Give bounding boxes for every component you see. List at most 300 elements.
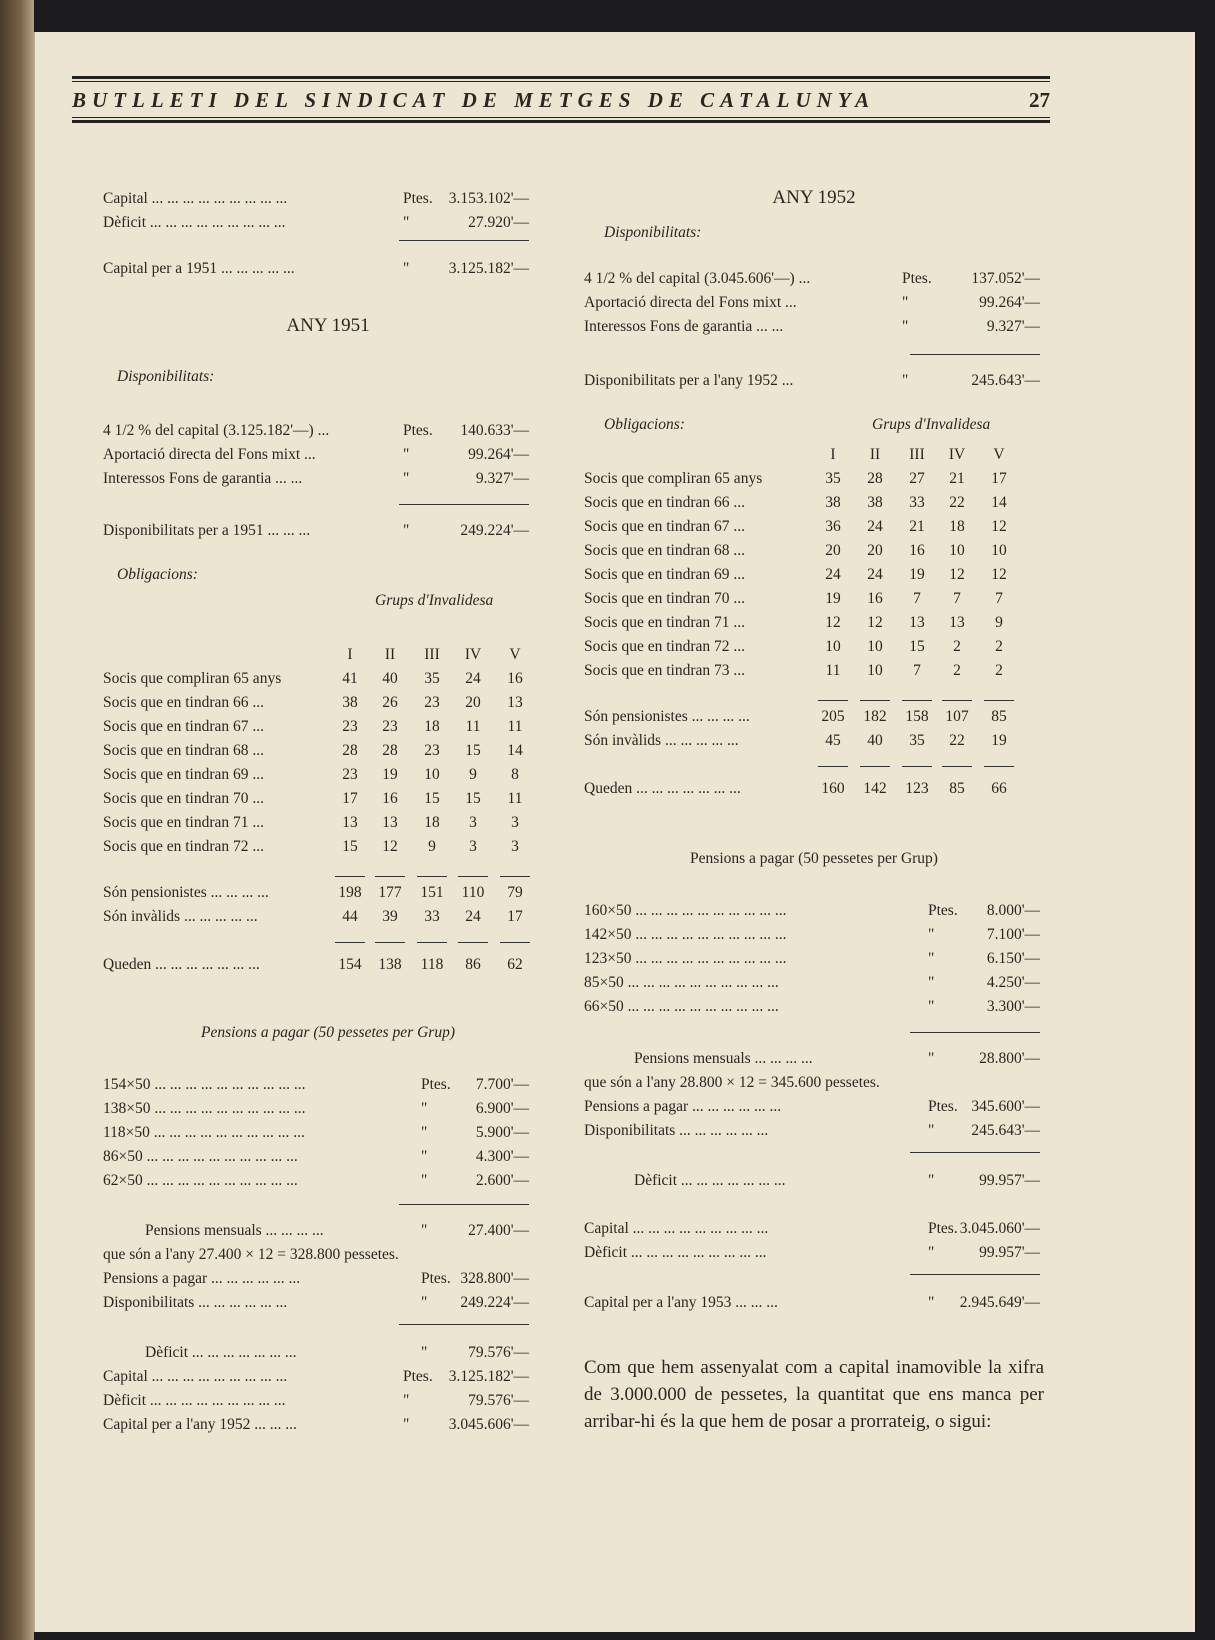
column-rule xyxy=(818,700,848,701)
currency-marker: " xyxy=(928,1172,935,1189)
annual-note: que són a l'any 28.800 × 12 = 345.600 pessetes. xyxy=(584,1074,880,1091)
row-label: 123×50 ... ... ... ... ... ... ... ... ... ... xyxy=(584,950,787,967)
cell-value: 17 xyxy=(991,470,1007,487)
column-rule xyxy=(860,700,890,701)
cell-value: 10 xyxy=(949,542,965,559)
column-header: III xyxy=(909,446,925,463)
row-amount: 345.600'— xyxy=(971,1098,1040,1115)
sum-rule xyxy=(399,1204,529,1205)
currency-marker: " xyxy=(421,1294,428,1311)
grups-row xyxy=(584,514,1044,539)
column-header: IV xyxy=(948,446,966,463)
cell-value: 23 xyxy=(342,718,358,735)
column-headers xyxy=(584,442,1044,467)
row-label: Són pensionistes ... ... ... ... xyxy=(584,708,750,725)
currency-marker: " xyxy=(928,1050,935,1067)
column-headers xyxy=(103,642,553,667)
sum-rule xyxy=(399,240,529,241)
invalids-row xyxy=(584,728,1044,753)
row-label: Dèficit ... ... ... ... ... ... ... xyxy=(634,1172,786,1189)
column-header: I xyxy=(347,646,353,663)
currency-marker: " xyxy=(928,926,935,943)
cell-value: 7 xyxy=(953,590,961,607)
row-label: 4 1/2 % del capital (3.125.182'—) ... xyxy=(103,422,330,439)
row-label: Socis que en tindran 70 ... xyxy=(103,790,265,807)
cell-value: 20 xyxy=(825,542,841,559)
column-header: II xyxy=(869,446,881,463)
page-number: 27 xyxy=(1029,88,1050,112)
pensionistes-row xyxy=(584,704,1044,729)
row-amount: 9.327'— xyxy=(986,318,1040,335)
row-label: 154×50 ... ... ... ... ... ... ... ... ... ... xyxy=(103,1076,306,1093)
row-label: Són invàlids ... ... ... ... ... xyxy=(103,908,258,925)
cell-value: 14 xyxy=(991,494,1007,511)
cell-value: 21 xyxy=(949,470,965,487)
cell-value: 3 xyxy=(469,838,477,855)
cell-value: 9 xyxy=(995,614,1003,631)
cell-value: 118 xyxy=(420,956,444,973)
cell-value: 18 xyxy=(424,814,440,831)
pension-row xyxy=(584,970,1044,995)
cell-value: 12 xyxy=(991,518,1007,535)
cell-value: 23 xyxy=(424,742,440,759)
grups-row xyxy=(103,690,553,715)
row-amount: 9.327'— xyxy=(475,470,529,487)
cell-value: 7 xyxy=(913,662,921,679)
header-rule-bottom-thin xyxy=(72,117,1050,118)
row-label: 66×50 ... ... ... ... ... ... ... ... ... ... xyxy=(584,998,779,1015)
grups-row xyxy=(103,714,553,739)
book-spine xyxy=(0,0,34,1640)
grups-row xyxy=(103,666,553,691)
row-amount: 79.576'— xyxy=(468,1392,529,1409)
sum-rule xyxy=(399,504,529,505)
row-amount: 328.800'— xyxy=(460,1270,529,1287)
row-amount: 79.576'— xyxy=(468,1344,529,1361)
cell-value: 21 xyxy=(909,518,925,535)
cell-value: 2 xyxy=(995,662,1003,679)
cell-value: 24 xyxy=(465,670,481,687)
row-label: Dèficit ... ... ... ... ... ... ... ... ... xyxy=(103,214,286,231)
row-label: Socis que en tindran 71 ... xyxy=(103,814,265,831)
currency-marker: Ptes. xyxy=(928,1220,958,1237)
cell-value: 151 xyxy=(420,884,444,901)
cell-value: 12 xyxy=(867,614,883,631)
currency-marker: " xyxy=(421,1148,428,1165)
cell-value: 39 xyxy=(382,908,398,925)
cell-value: 19 xyxy=(825,590,841,607)
sum-rule xyxy=(910,354,1040,355)
cell-value: 10 xyxy=(991,542,1007,559)
row-amount: 7.700'— xyxy=(475,1076,529,1093)
column-rule xyxy=(375,876,405,877)
row-label: Socis que en tindran 66 ... xyxy=(103,694,265,711)
cell-value: 7 xyxy=(995,590,1003,607)
currency-marker: " xyxy=(403,522,410,539)
grups-row xyxy=(103,762,553,787)
column-rule xyxy=(984,700,1014,701)
invalids-row xyxy=(103,904,553,929)
cell-value: 41 xyxy=(342,670,358,687)
cell-value: 28 xyxy=(342,742,358,759)
pension-row xyxy=(584,922,1044,947)
currency-marker: Ptes. xyxy=(928,902,958,919)
cell-value: 142 xyxy=(863,780,887,797)
cell-value: 10 xyxy=(867,638,883,655)
row-label: Capital ... ... ... ... ... ... ... ... ... xyxy=(103,1368,288,1385)
currency-marker: " xyxy=(421,1344,428,1361)
capital-1953-row xyxy=(584,1290,1044,1315)
cell-value: 9 xyxy=(428,838,436,855)
pension-row xyxy=(584,946,1044,971)
cell-value: 110 xyxy=(461,884,485,901)
currency-marker: " xyxy=(421,1222,428,1239)
capital-row xyxy=(103,1364,553,1389)
cell-value: 17 xyxy=(342,790,358,807)
pension-row xyxy=(103,1120,553,1145)
column-rule xyxy=(375,942,405,943)
row-label: Aportació directa del Fons mixt ... xyxy=(103,446,316,463)
cell-value: 15 xyxy=(909,638,925,655)
row-label: 138×50 ... ... ... ... ... ... ... ... ... ... xyxy=(103,1100,306,1117)
pensions-mensuals-row xyxy=(584,1046,1044,1071)
column-header: II xyxy=(384,646,396,663)
grups-row xyxy=(584,490,1044,515)
column-rule xyxy=(500,942,530,943)
row-label: 62×50 ... ... ... ... ... ... ... ... ... ... xyxy=(103,1172,298,1189)
cell-value: 38 xyxy=(867,494,883,511)
cell-value: 23 xyxy=(382,718,398,735)
cell-value: 16 xyxy=(867,590,883,607)
capital-row xyxy=(584,1216,1044,1241)
cell-value: 38 xyxy=(825,494,841,511)
grups-row xyxy=(584,538,1044,563)
row-label: Socis que compliran 65 anys xyxy=(584,470,763,487)
cell-value: 7 xyxy=(913,590,921,607)
cell-value: 15 xyxy=(465,790,481,807)
cell-value: 33 xyxy=(424,908,440,925)
row-amount: 99.957'— xyxy=(979,1244,1040,1261)
header-rule-top xyxy=(72,76,1050,79)
column-rule xyxy=(860,766,890,767)
pensions-heading: Pensions a pagar (50 pessetes per Grup) xyxy=(200,1024,455,1041)
cell-value: 19 xyxy=(909,566,925,583)
cell-value: 10 xyxy=(424,766,440,783)
disponibilitats-row xyxy=(584,1118,1044,1143)
column-rule xyxy=(984,766,1014,767)
column-header: III xyxy=(424,646,440,663)
pension-row xyxy=(103,1072,553,1097)
cell-value: 3 xyxy=(511,814,519,831)
row-amount: 3.300'— xyxy=(986,998,1040,1015)
disponibilitat-row xyxy=(103,418,553,443)
cell-value: 138 xyxy=(378,956,402,973)
cell-value: 123 xyxy=(905,780,929,797)
row-amount: 3.125.182'— xyxy=(448,260,529,277)
currency-marker: Ptes. xyxy=(902,270,932,287)
row-label: 142×50 ... ... ... ... ... ... ... ... ... ... xyxy=(584,926,787,943)
row-amount: 8.000'— xyxy=(986,902,1040,919)
cell-value: 15 xyxy=(465,742,481,759)
grups-row xyxy=(103,786,553,811)
row-label: 86×50 ... ... ... ... ... ... ... ... ... ... xyxy=(103,1148,298,1165)
row-label: Dèficit ... ... ... ... ... ... ... ... ... xyxy=(584,1244,767,1261)
grups-row xyxy=(584,610,1044,635)
cell-value: 182 xyxy=(863,708,887,725)
sum-rule xyxy=(910,1152,1040,1153)
pensions-heading: Pensions a pagar (50 pessetes per Grup) xyxy=(690,850,938,867)
currency-marker: Ptes. xyxy=(421,1270,451,1287)
year-heading-1952: ANY 1952 xyxy=(772,187,856,208)
cell-value: 12 xyxy=(949,566,965,583)
cell-value: 154 xyxy=(338,956,362,973)
row-label: Socis que en tindran 68 ... xyxy=(584,542,746,559)
currency-marker: " xyxy=(902,294,909,311)
row-label: Són pensionistes ... ... ... ... xyxy=(103,884,269,901)
cell-value: 27 xyxy=(909,470,925,487)
row-label: Dèficit ... ... ... ... ... ... ... ... ... xyxy=(103,1392,286,1409)
cell-value: 40 xyxy=(382,670,398,687)
row-amount: 245.643'— xyxy=(971,1122,1040,1139)
row-label: Capital per a 1951 ... ... ... ... ... xyxy=(103,260,295,277)
column-rule xyxy=(458,876,488,877)
row-amount: 6.900'— xyxy=(475,1100,529,1117)
deficit-row xyxy=(584,1240,1044,1265)
row-amount: 4.250'— xyxy=(986,974,1040,991)
disponibilitats-heading: Disponibilitats: xyxy=(117,368,215,385)
header-title-line xyxy=(72,82,1050,117)
row-label: 85×50 ... ... ... ... ... ... ... ... ... ... xyxy=(584,974,779,991)
row-amount: 99.264'— xyxy=(979,294,1040,311)
row-amount: 3.153.102'— xyxy=(448,190,529,207)
cell-value: 15 xyxy=(424,790,440,807)
currency-marker: " xyxy=(403,470,410,487)
currency-marker: " xyxy=(421,1124,428,1141)
grups-heading: Grups d'Invalidesa xyxy=(872,416,991,433)
column-header: V xyxy=(993,446,1005,463)
grups-row xyxy=(584,562,1044,587)
cell-value: 15 xyxy=(342,838,358,855)
cell-value: 13 xyxy=(342,814,358,831)
sum-rule xyxy=(910,1032,1040,1033)
row-label: Socis que en tindran 69 ... xyxy=(103,766,265,783)
currency-marker: " xyxy=(403,214,410,231)
row-label: Capital per a l'any 1953 ... ... ... xyxy=(584,1294,778,1311)
deficit-row xyxy=(103,1388,553,1413)
cell-value: 10 xyxy=(867,662,883,679)
cell-value: 22 xyxy=(949,732,965,749)
row-amount: 3.045.606'— xyxy=(448,1416,529,1433)
row-label: 118×50 ... ... ... ... ... ... ... ... ... ... xyxy=(103,1124,305,1141)
disponibilitats-heading: Disponibilitats: xyxy=(604,224,702,241)
cell-value: 45 xyxy=(825,732,841,749)
obligacions-heading: Obligacions: xyxy=(604,416,685,433)
cell-value: 16 xyxy=(507,670,523,687)
cell-value: 12 xyxy=(382,838,398,855)
currency-marker: " xyxy=(928,950,935,967)
currency-marker: " xyxy=(928,1122,935,1139)
deficit-row xyxy=(103,1340,553,1365)
cell-value: 38 xyxy=(342,694,358,711)
capital-1952-row xyxy=(103,1412,553,1437)
cell-value: 10 xyxy=(825,638,841,655)
cell-value: 33 xyxy=(909,494,925,511)
column-rule xyxy=(902,700,932,701)
currency-marker: " xyxy=(403,1416,410,1433)
cell-value: 19 xyxy=(382,766,398,783)
row-label: Pensions mensuals ... ... ... ... xyxy=(634,1050,813,1067)
row-amount: 7.100'— xyxy=(986,926,1040,943)
row-amount: 249.224'— xyxy=(460,522,529,539)
column-rule xyxy=(417,876,447,877)
row-label: Són invàlids ... ... ... ... ... xyxy=(584,732,739,749)
row-label: Socis que compliran 65 anys xyxy=(103,670,282,687)
cell-value: 11 xyxy=(825,662,841,679)
pensions-a-pagar-row xyxy=(584,1094,1044,1119)
row-label: Dèficit ... ... ... ... ... ... ... xyxy=(145,1344,297,1361)
cell-value: 20 xyxy=(465,694,481,711)
annual-note: que són a l'any 27.400 × 12 = 328.800 pessetes. xyxy=(103,1246,399,1263)
cell-value: 18 xyxy=(949,518,965,535)
column-rule xyxy=(942,700,972,701)
sum-rule xyxy=(399,1324,529,1325)
row-label: Disponibilitats per a 1951 ... ... ... xyxy=(103,522,311,539)
row-amount: 99.957'— xyxy=(979,1172,1040,1189)
column-header: I xyxy=(830,446,836,463)
cell-value: 12 xyxy=(825,614,841,631)
row-label: Socis que en tindran 67 ... xyxy=(103,718,265,735)
disponibilitat-row xyxy=(584,290,1044,315)
row-amount: 3.125.182'— xyxy=(448,1368,529,1385)
currency-marker: " xyxy=(403,260,410,277)
row-label: Socis que en tindran 70 ... xyxy=(584,590,746,607)
currency-marker: Ptes. xyxy=(421,1076,451,1093)
disponibilitat-row xyxy=(584,314,1044,339)
grups-row xyxy=(103,738,553,763)
cell-value: 11 xyxy=(507,718,523,735)
cell-value: 85 xyxy=(949,780,965,797)
row-label: Capital ... ... ... ... ... ... ... ... ... xyxy=(103,190,288,207)
cell-value: 2 xyxy=(953,662,961,679)
cell-value: 12 xyxy=(991,566,1007,583)
row-amount: 5.900'— xyxy=(475,1124,529,1141)
row-amount: 2.945.649'— xyxy=(959,1294,1040,1311)
currency-marker: " xyxy=(403,1392,410,1409)
pensions-mensuals-row xyxy=(103,1218,553,1243)
currency-marker: " xyxy=(928,998,935,1015)
currency-marker: " xyxy=(403,446,410,463)
cell-value: 24 xyxy=(867,518,883,535)
cell-value: 79 xyxy=(507,884,523,901)
currency-marker: " xyxy=(421,1100,428,1117)
currency-marker: Ptes. xyxy=(403,1368,433,1385)
cell-value: 17 xyxy=(507,908,523,925)
cell-value: 11 xyxy=(465,718,481,735)
row-label: Disponibilitats ... ... ... ... ... ... xyxy=(584,1122,769,1139)
cell-value: 198 xyxy=(338,884,362,901)
grups-row xyxy=(584,658,1044,683)
pension-row xyxy=(584,994,1044,1019)
deficit-row xyxy=(584,1168,1044,1193)
grups-row xyxy=(103,810,553,835)
cell-value: 24 xyxy=(867,566,883,583)
row-amount: 4.300'— xyxy=(475,1148,529,1165)
cell-value: 36 xyxy=(825,518,841,535)
row-amount: 2.600'— xyxy=(475,1172,529,1189)
cell-value: 14 xyxy=(507,742,523,759)
row-label: Pensions a pagar ... ... ... ... ... ... xyxy=(584,1098,782,1115)
closing-paragraph: Com que hem assenyalat com a capital inamovible la xifra de 3.000.000 de pessetes, la quantitat que ens manca per arribar-hi és la que hem de posar a prorrateig, o sigui: xyxy=(584,1357,1044,1432)
currency-marker: Ptes. xyxy=(403,422,433,439)
row-amount: 27.400'— xyxy=(468,1222,529,1239)
cell-value: 13 xyxy=(382,814,398,831)
cell-value: 2 xyxy=(953,638,961,655)
currency-marker: " xyxy=(902,372,909,389)
row-label: Interessos Fons de garantia ... ... xyxy=(103,470,303,487)
disponibilitat-row xyxy=(103,442,553,467)
row-label: Disponibilitats ... ... ... ... ... ... xyxy=(103,1294,288,1311)
cell-value: 85 xyxy=(991,708,1007,725)
row-label: Disponibilitats per a l'any 1952 ... xyxy=(584,372,794,389)
row-label: Capital ... ... ... ... ... ... ... ... ... xyxy=(584,1220,769,1237)
cell-value: 40 xyxy=(867,732,883,749)
cell-value: 35 xyxy=(909,732,925,749)
cell-value: 16 xyxy=(909,542,925,559)
journal-title: BUTLLETI DEL SINDICAT DE METGES DE CATALUNYA xyxy=(72,88,876,112)
cell-value: 18 xyxy=(424,718,440,735)
cell-value: 26 xyxy=(382,694,398,711)
row-label: Capital per a l'any 1952 ... ... ... xyxy=(103,1416,297,1433)
column-rule xyxy=(335,876,365,877)
column-rule xyxy=(417,942,447,943)
row-label: Socis que en tindran 72 ... xyxy=(103,838,265,855)
cell-value: 66 xyxy=(991,780,1007,797)
cell-value: 8 xyxy=(511,766,519,783)
deficit-row xyxy=(103,210,553,235)
cell-value: 205 xyxy=(821,708,845,725)
row-amount: 3.045.060'— xyxy=(959,1220,1040,1237)
cell-value: 13 xyxy=(949,614,965,631)
sum-rule xyxy=(910,1274,1040,1275)
row-label: Socis que en tindran 73 ... xyxy=(584,662,746,679)
capital-1951-row xyxy=(103,256,553,281)
disponibilitat-row xyxy=(103,466,553,491)
column-rule xyxy=(902,766,932,767)
capital-row xyxy=(103,186,553,211)
currency-marker: " xyxy=(928,1244,935,1261)
pensions-a-pagar-row xyxy=(103,1266,553,1291)
cell-value: 24 xyxy=(825,566,841,583)
disponibilitats-row xyxy=(103,1290,553,1315)
pensionistes-row xyxy=(103,880,553,905)
cell-value: 28 xyxy=(382,742,398,759)
currency-marker: " xyxy=(928,1294,935,1311)
year-heading-1951: ANY 1951 xyxy=(286,315,370,336)
grups-row xyxy=(584,466,1044,491)
cell-value: 16 xyxy=(382,790,398,807)
grups-row xyxy=(103,834,553,859)
pension-row xyxy=(103,1096,553,1121)
cell-value: 3 xyxy=(511,838,519,855)
row-label: Pensions mensuals ... ... ... ... xyxy=(145,1222,324,1239)
row-label: Socis que en tindran 68 ... xyxy=(103,742,265,759)
column-rule xyxy=(458,942,488,943)
row-amount: 137.052'— xyxy=(971,270,1040,287)
cell-value: 86 xyxy=(465,956,481,973)
row-label: Queden ... ... ... ... ... ... ... xyxy=(103,956,260,973)
row-amount: 140.633'— xyxy=(460,422,529,439)
row-label: 160×50 ... ... ... ... ... ... ... ... ... ... xyxy=(584,902,787,919)
